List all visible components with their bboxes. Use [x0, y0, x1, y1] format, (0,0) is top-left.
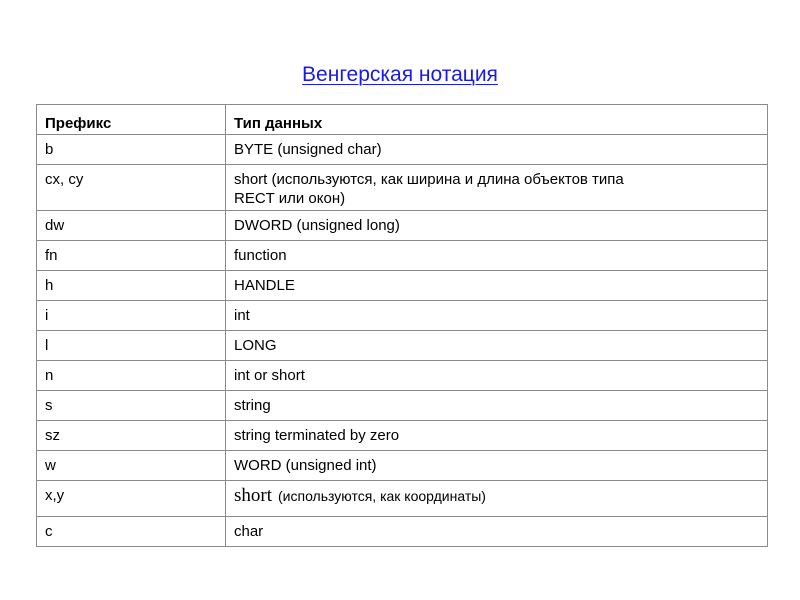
table-row — [37, 451, 768, 481]
prefix-cell: x,y — [37, 481, 226, 517]
type-word: short — [234, 485, 272, 506]
table-row — [37, 165, 768, 211]
table-row — [37, 271, 768, 301]
type-cell: function — [226, 241, 768, 271]
table-header-row — [37, 105, 768, 135]
header-prefix: Префикс — [37, 105, 226, 135]
header-data-type: Тип данных — [226, 105, 768, 135]
table-row — [37, 331, 768, 361]
type-cell: int or short — [226, 361, 768, 391]
prefix-cell: b — [37, 135, 226, 165]
type-cell-line: short (используются, как ширина и длина объектов типа — [234, 171, 624, 188]
type-cell-line: RECT или окон) — [234, 190, 346, 207]
notation-table — [36, 104, 768, 547]
prefix-cell: c — [37, 517, 226, 547]
table-row — [37, 301, 768, 331]
prefix-cell: cx, cy — [37, 165, 226, 211]
type-cell: WORD (unsigned int) — [226, 451, 768, 481]
prefix-cell: w — [37, 451, 226, 481]
type-cell: HANDLE — [226, 271, 768, 301]
type-cell — [226, 481, 768, 517]
table-row — [37, 421, 768, 451]
type-note: (используются, как координаты) — [278, 488, 486, 504]
table-row — [37, 361, 768, 391]
type-cell: int — [226, 301, 768, 331]
table-row — [37, 211, 768, 241]
type-cell: BYTE (unsigned char) — [226, 135, 768, 165]
slide-title-link[interactable]: Венгерская нотация — [302, 63, 498, 86]
type-cell — [226, 165, 768, 211]
table-row — [37, 391, 768, 421]
type-cell: DWORD (unsigned long) — [226, 211, 768, 241]
prefix-cell: sz — [37, 421, 226, 451]
type-cell: string terminated by zero — [226, 421, 768, 451]
type-cell: string — [226, 391, 768, 421]
slide-title[interactable] — [0, 62, 800, 88]
prefix-cell: dw — [37, 211, 226, 241]
table-row — [37, 135, 768, 165]
prefix-cell: s — [37, 391, 226, 421]
table-row — [37, 481, 768, 517]
table-row — [37, 517, 768, 547]
prefix-cell: i — [37, 301, 226, 331]
type-cell: LONG — [226, 331, 768, 361]
prefix-cell: h — [37, 271, 226, 301]
prefix-cell: n — [37, 361, 226, 391]
prefix-cell: fn — [37, 241, 226, 271]
type-cell: char — [226, 517, 768, 547]
prefix-cell: l — [37, 331, 226, 361]
table-row — [37, 241, 768, 271]
